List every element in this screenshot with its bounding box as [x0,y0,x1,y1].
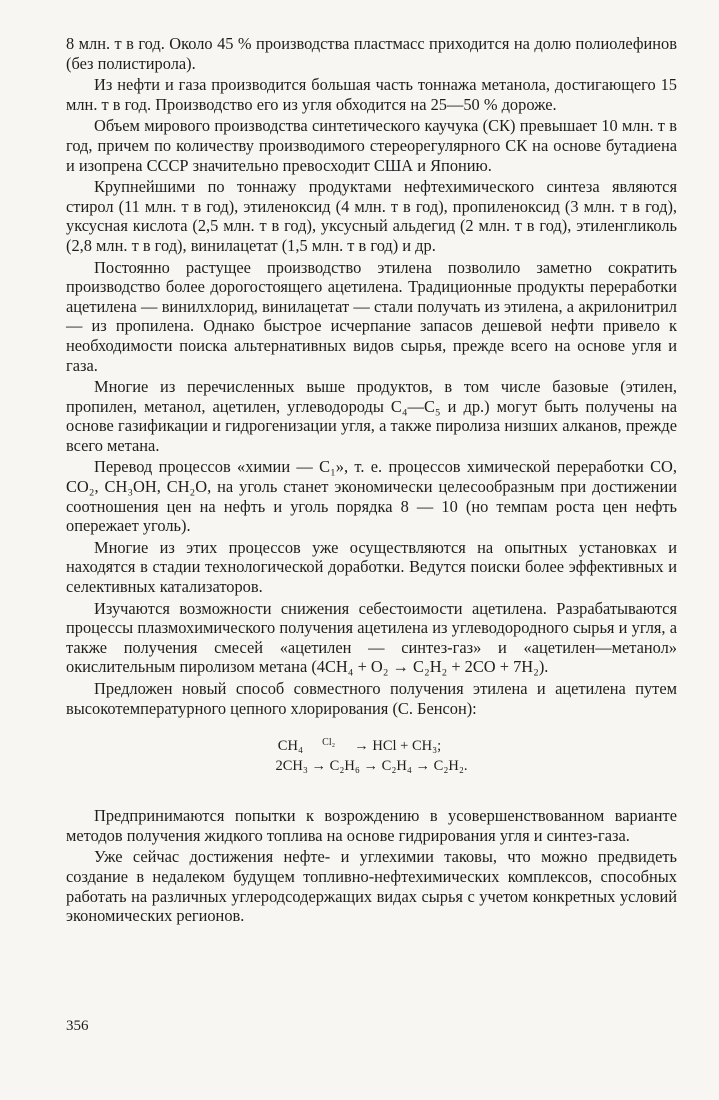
reaction-line-1 [42,736,677,756]
paragraph-3: Объем мирового производства синтетического каучука (СК) превышает 10 млн. т в год, причем по количеству производимого стереорегулярного СК на основе бутадиена и изопрена СССР значительно превосходит США и Японию. [66,116,677,175]
reaction-scheme [66,736,677,776]
reaction-products-1: → НСl + СН₃; [354,738,442,755]
page-number: 356 [66,1018,89,1034]
reactant-methane: СН₄ [277,738,303,755]
paragraph-5: Постоянно растущее производство этилена позволило заметно сократить производство более дорогостоящего ацетилена. Традиционные продукты переработки ацетилена — винилхлорид, винилацетат — стали получать из этилена, а акрилонитрил — из пропилена. Однако быстрое исчерпание запасов дешевой нефти привело к необходимости поиска альтернативных видов сырья, прежде всего на основе угля и газа. [66,257,677,375]
paragraph-10: Предложен новый способ совместного получения этилена и ацетилена путем высокотемпературного цепного хлорирования (С. Бенсон): [66,679,677,718]
paragraph-2: Из нефти и газа производится большая часть тоннажа метанола, достигающего 15 млн. т в год. Производство его из угля обходится на 25—50 % дороже. [66,75,677,114]
reaction-line-2: 2СН₃ → С₂Н₆ → С₂Н₄ → С₂Н₂. [275,758,468,775]
paragraph-11: Предпринимаются попытки к возрождению в усовершенствованном варианте методов получения жидкого топлива на основе гидрирования угля и синтез-газа. [66,806,677,845]
paragraph-7: Перевод процессов «химии — С₁», т. е. процессов химической переработки СО, СО₂, СН₃ОН, СН₂О, на уголь станет экономически целесообразным при достижении соотношения цен на нефть и уголь порядка 8 — 10 (но темпам роста цен нефть опережает уголь). [66,457,677,536]
paragraph-1: 8 млн. т в год. Около 45 % производства пластмасс приходится на долю полиолефинов (без полистирола). [66,34,677,73]
arrow-reagent-label: Cl₂ [322,737,336,749]
paragraph-4: Крупнейшими по тоннажу продуктами нефтехимического синтеза являются стирол (11 млн. т в год), этиленоксид (4 млн. т в год), пропиленоксид (3 млн. т в год), уксусная кислота (2,5 млн. т в год), уксусный альдегид (2 млн. т в год), этиленгликоль (2,8 млн. т в год), винилацетат (1,5 млн. т в год) и др. [66,177,677,255]
body-text [66,34,677,718]
paragraph-6: Многие из перечисленных выше продуктов, в том числе базовые (этилен, пропилен, метанол, ацетилен, углеводороды С₄—С₅ и др.) могут быть получены на основе газификации и гидрогенизации угля, а также пиролиза низших алканов, прежде всего метана. [66,377,677,455]
paragraph-8: Многие из этих процессов уже осуществляются на опытных установках и находятся в стадии технологической доработки. Ведутся поиски более эффективных и селективных катализаторов. [66,537,677,597]
paragraph-12: Уже сейчас достижения нефте- и углехимии таковы, что можно предвидеть создание в недалеком будущем топливно-нефтехимических комплексов, способных работать на различных углеродсодержащих видах сырья с учетом конкретных условий экономических регионов. [66,847,677,926]
closing-text [66,806,677,926]
paragraph-9: Изучаются возможности снижения себестоимости ацетилена. Разрабатываются процессы плазмохимического получения ацетилена из углеводородного сырья и угля, а также получения смесей «ацетилен — синтез-газ» и «ацетилен—метанол» окислительным пиролизом метана (4СН₄ + О₂ → С₂Н₂ + 2СО + 7Н₂). [66,598,677,677]
